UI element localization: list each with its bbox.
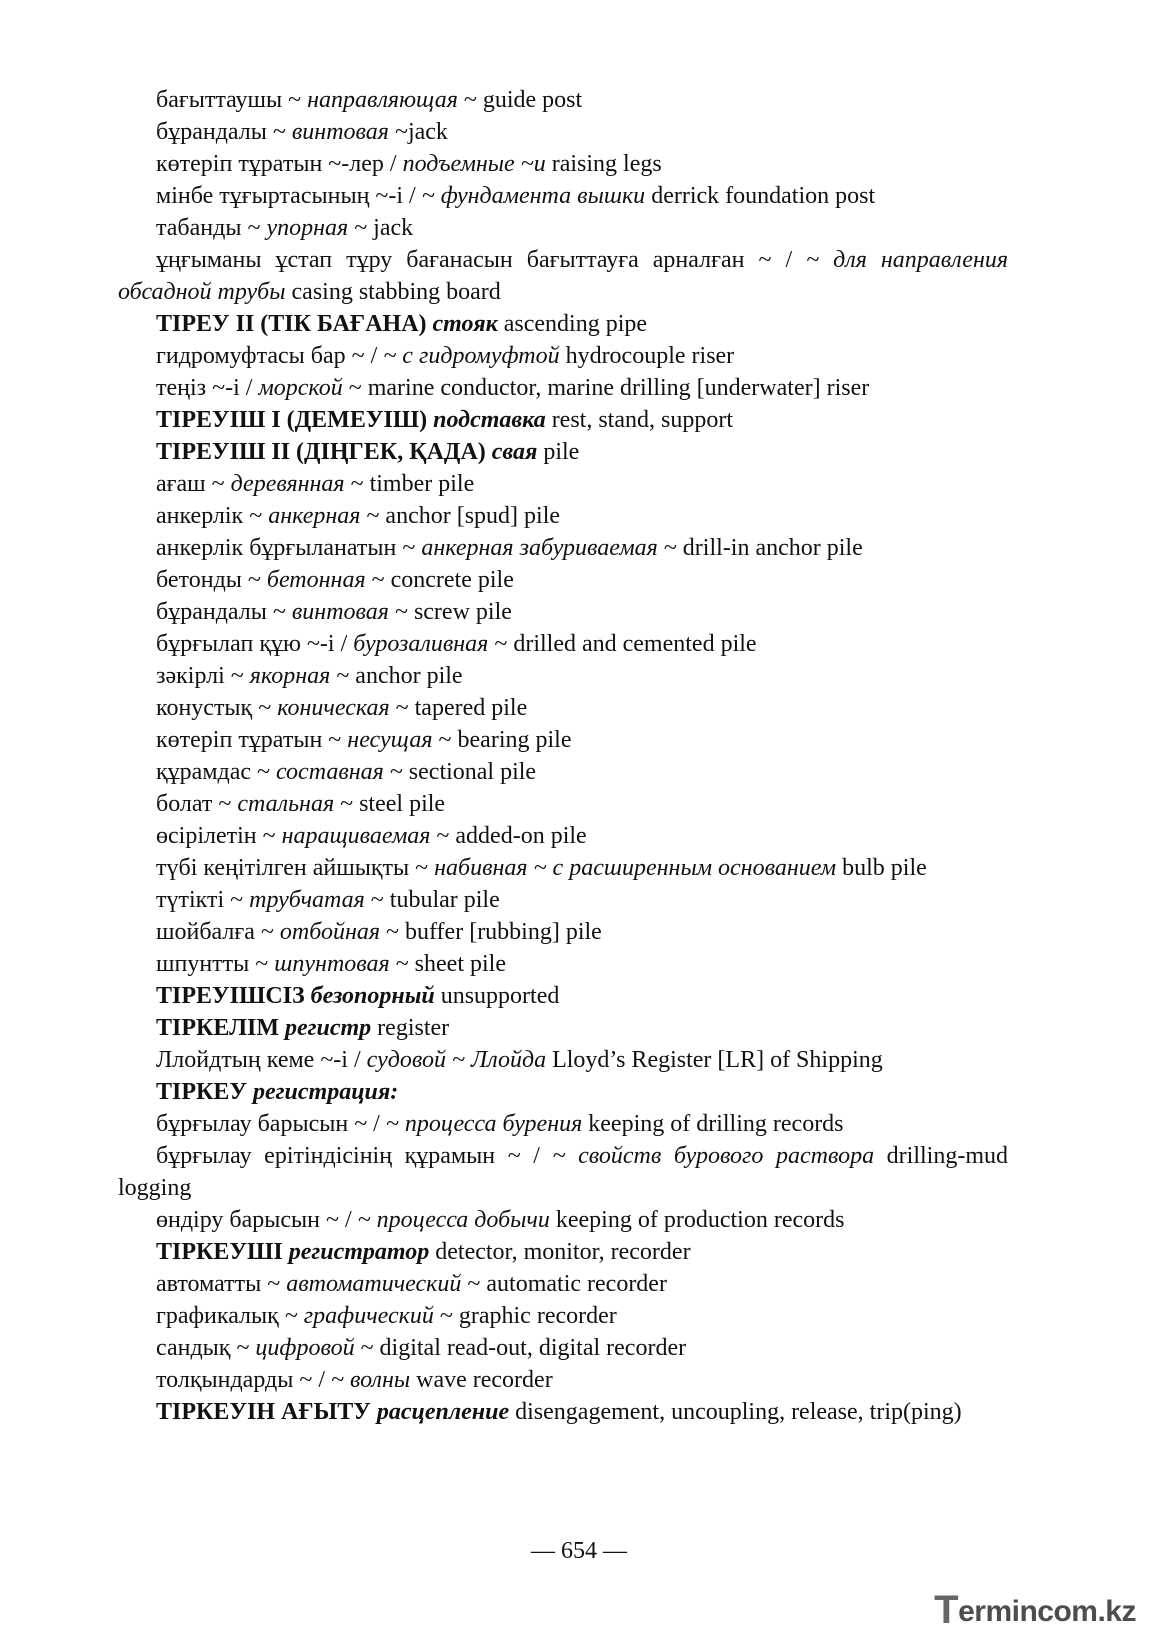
entry-russian-term: винтовая [291,599,389,625]
entry-headword: стояк [432,311,498,337]
entry-russian-term: ~ фундамента вышки [421,183,646,209]
entry-text: ~ anchor [spud] pile [360,503,561,529]
dictionary-entry [118,1236,1008,1268]
dictionary-entry [118,596,1008,628]
entry-text: ~ concrete pile [365,567,514,593]
entry-headword: расцепление [376,1399,510,1425]
dictionary-entry [118,980,1008,1012]
entry-headword: ТІРЕУІШ І (ДЕМЕУІШ) [156,407,434,433]
entry-text: көтеріп тұратын ~ [156,727,348,753]
dictionary-entry [118,916,1008,948]
dictionary-entry [118,756,1008,788]
dictionary-entry [118,820,1008,852]
entry-russian-term: бетонная [266,567,366,593]
entry-headword: ТІРКЕУІН АҒЫТУ [156,1399,377,1425]
entry-text: табанды ~ [156,215,267,241]
dictionary-entry [118,1076,1008,1108]
entry-text: ~ anchor pile [330,663,463,689]
entry-text: автоматты ~ [156,1271,287,1297]
entry-text: Lloyd’s Register [LR] of Shipping [546,1047,883,1073]
entry-headword: ТІРКЕУ [156,1079,254,1105]
entry-text: түбі кеңітілген айшықты ~ [156,855,435,881]
logo-text: ermincom.kz [958,1595,1136,1628]
entry-text: ~ buffer [rubbing] pile [380,919,602,945]
entry-russian-term: якорная [249,663,331,689]
dictionary-entry [118,564,1008,596]
entry-russian-term: ~ процесса бурения [385,1111,583,1137]
entry-text: Ллойдтың кеме ~-і / [156,1047,367,1073]
dictionary-entry [118,372,1008,404]
dictionary-entry [118,116,1008,148]
entry-text: мінбе тұғыртасының ~-і / [156,183,422,209]
entry-text: keeping of drilling records [582,1111,844,1137]
entry-russian-term: ~ волны [331,1367,411,1393]
entry-text: unsupported [434,983,560,1009]
entry-russian-term: направляющая [307,87,458,113]
entry-text: ~ screw pile [388,599,512,625]
entry-text: ~ drill-in anchor pile [657,535,863,561]
dictionary-entry [118,1268,1008,1300]
entry-text: өсірілетін ~ [156,823,282,849]
dictionary-entry [118,884,1008,916]
entry-text: ~ marine conductor, marine drilling [underwater] riser [342,375,870,401]
dictionary-entry [118,244,1008,308]
dictionary-entry [118,180,1008,212]
entry-text: бұрғылау ерітіндісінің құрамын ~ / [156,1143,553,1169]
entry-text: keeping of production records [549,1207,845,1233]
entry-headword: ТІРЕУІШ ІІ (ДІҢГЕК, ҚАДА) [156,439,492,465]
entry-text: ұңғыманы ұстап тұру бағанасын бағыттауға арналған ~ / [156,247,807,273]
entry-text: сандық ~ [156,1335,256,1361]
dictionary-entry [118,1012,1008,1044]
entry-text: ~ automatic recorder [461,1271,667,1297]
dictionary-entry [118,628,1008,660]
entry-text: hydrocouple riser [559,343,735,369]
entry-russian-term: анкерная забуриваемая [421,535,658,561]
entry-text: шойбалға ~ [156,919,280,945]
entry-text: графикалық ~ [156,1303,304,1329]
entry-headword: подставка [433,407,546,433]
entry-text: ~ tubular pile [364,887,500,913]
entry-text: бұрғылап құю ~-і / [156,631,354,657]
entry-russian-term: шпунтовая [274,951,390,977]
dictionary-entry [118,308,1008,340]
entry-russian-term: коническая [277,695,390,721]
entry-headword: ТІРЕУ ІІ (ТІК БАҒАНА) [156,311,433,337]
entry-text: толқындарды ~ / [156,1367,331,1393]
entry-text: bulb pile [836,855,927,881]
entry-russian-term: ~ с гидромуфтой [383,343,560,369]
entry-russian-term: цифровой [255,1335,355,1361]
entry-russian-term: стальная [237,791,335,817]
entry-text: raising legs [545,151,662,177]
entry-headword: регистр [284,1015,372,1041]
dictionary-entry [118,84,1008,116]
entry-russian-term: анкерная [268,503,361,529]
entry-text: ~ sectional pile [383,759,537,785]
entry-russian-term: судовой ~ Ллойда [366,1047,547,1073]
entry-russian-term: наращиваемая [281,823,431,849]
entry-russian-term: автоматический [286,1271,462,1297]
entry-text: casing stabbing board [285,279,501,305]
dictionary-entry [118,468,1008,500]
dictionary-entry [118,788,1008,820]
entry-text: ~ added-on pile [430,823,587,849]
dictionary-entry [118,660,1008,692]
entry-text: register [371,1015,450,1041]
entry-text: ~ guide post [457,87,583,113]
entry-headword: безопорный [310,983,435,1009]
dictionary-entry [118,852,1008,884]
entry-russian-term: деревянная [230,471,345,497]
entry-headword: ТІРКЕЛІМ [156,1015,285,1041]
entry-text: бұрандалы ~ [156,599,292,625]
entry-text: болат ~ [156,791,238,817]
entry-russian-term: ~ процесса добычи [357,1207,550,1233]
dictionary-entry [118,692,1008,724]
entry-russian-term: набивная ~ с расширенным основанием [434,855,837,881]
dictionary-entry [118,1204,1008,1236]
entry-russian-term: трубчатая [249,887,365,913]
entry-text: detector, monitor, recorder [429,1239,691,1265]
entry-text: ~ graphic recorder [433,1303,617,1329]
entry-russian-term: составная [276,759,384,785]
entry-text: pile [537,439,580,465]
entry-text: ~ jack [348,215,414,241]
entry-text: ~ digital read-out, digital recorder [354,1335,687,1361]
entry-text: анкерлік ~ [156,503,269,529]
entry-russian-term: упорная [266,215,349,241]
entry-text: теңіз ~-і / [156,375,259,401]
entry-headword: регистратор [288,1239,430,1265]
entry-text: rest, stand, support [545,407,733,433]
terminkom-logo [934,1588,1136,1632]
entry-text: ~ tapered pile [389,695,528,721]
entry-text: гидромуфтасы бар ~ / [156,343,384,369]
entry-russian-term: несущая [347,727,433,753]
dictionary-entry [118,532,1008,564]
entry-russian-term: отбойная [279,919,381,945]
entry-text: disengagement, uncoupling, release, trip(ping) [509,1399,962,1425]
entry-russian-term: винтовая [291,119,389,145]
entry-text: шпунтты ~ [156,951,275,977]
entry-text: зәкірлі ~ [156,663,250,689]
entry-headword: ТІРЕУІШСІЗ [156,983,311,1009]
entry-text: ~ steel pile [334,791,446,817]
entry-text: drilling-mud logging [118,1143,1008,1201]
entry-text: бағыттаушы ~ [156,87,308,113]
entry-text: ascending pipe [497,311,648,337]
dictionary-entry [118,1044,1008,1076]
dictionary-entry [118,1300,1008,1332]
entry-text: ~ drilled and cemented pile [488,631,757,657]
dictionary-entry [118,500,1008,532]
entry-text: құрамдас ~ [156,759,276,785]
dictionary-entry [118,436,1008,468]
entry-russian-term: морской [258,375,343,401]
entry-russian-term: графический [303,1303,434,1329]
dictionary-entry [118,148,1008,180]
entry-text: ~ timber pile [344,471,475,497]
dictionary-entry [118,1108,1008,1140]
dictionary-entry [118,1364,1008,1396]
dictionary-entry [118,724,1008,756]
entry-text: өндіру барысын ~ / [156,1207,358,1233]
entry-text: ағаш ~ [156,471,231,497]
dictionary-entry [118,1396,1008,1428]
entry-text: анкерлік бұрғыланатын ~ [156,535,422,561]
entry-text: wave recorder [410,1367,553,1393]
dictionary-entry [118,404,1008,436]
dictionary-entry [118,948,1008,980]
entry-text: ~ bearing pile [432,727,572,753]
logo-initial: T [934,1588,959,1632]
dictionary-entry [118,1332,1008,1364]
dictionary-entry [118,212,1008,244]
entry-text: derrick foundation post [645,183,876,209]
entry-text: бұрандалы ~ [156,119,292,145]
entry-text: көтеріп тұратын ~-лер / [156,151,403,177]
entry-russian-term: бурозаливная [353,631,489,657]
entry-headword: свая [491,439,538,465]
entry-headword: ТІРКЕУШІ [156,1239,289,1265]
entry-russian-term: подъемные ~и [402,151,546,177]
page-number: — 654 — [531,1538,627,1564]
entry-text: ~jack [388,119,448,145]
entry-russian-term: ~ для направления обсадной трубы [118,247,1009,305]
entry-text: ~ sheet pile [389,951,506,977]
dictionary-page [118,84,1008,1428]
dictionary-entry [118,340,1008,372]
entry-headword: регистрация: [253,1079,399,1105]
entry-russian-term: ~ свойств бурового раствора [552,1143,875,1169]
entry-text: түтікті ~ [156,887,250,913]
entry-text: бетонды ~ [156,567,267,593]
entry-text: конустық ~ [156,695,278,721]
dictionary-entry [118,1140,1008,1204]
entry-text: бұрғылау барысын ~ / [156,1111,386,1137]
